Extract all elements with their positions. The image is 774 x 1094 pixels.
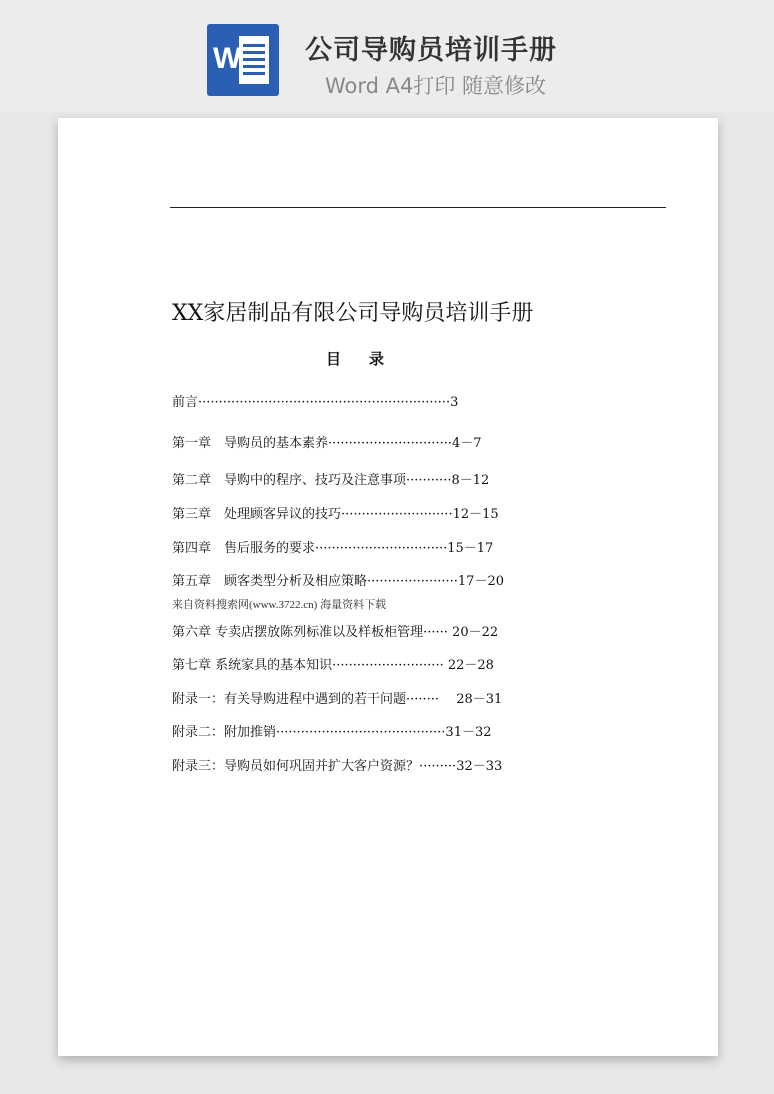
toc-item-chapter-6: 第六章 专卖店摆放陈列标准以及样板柜管理······ 20－22	[172, 625, 499, 640]
toc-item-appendix-2: 附录二：附加推销·········································31－32	[172, 725, 492, 740]
toc-item-chapter-4: 第四章 售后服务的要求································15－17	[172, 541, 494, 556]
toc-item-preface: 前言·····························································3	[172, 395, 459, 410]
logo-letter: W	[213, 42, 241, 75]
toc-item-chapter-5: 第五章 顾客类型分析及相应策略······················17－20	[172, 574, 504, 589]
word-logo-icon	[207, 24, 279, 96]
banner-title: 公司导购员培训手册	[305, 35, 557, 66]
document-title: XX家居制品有限公司导购员培训手册	[172, 301, 534, 326]
toc-item-chapter-2: 第二章 导购中的程序、技巧及注意事项···········8－12	[172, 473, 490, 488]
toc-heading: 目录	[326, 350, 413, 368]
banner	[0, 0, 774, 112]
toc-item-appendix-3: 附录三：导购员如何巩固并扩大客户资源？·········32－33	[172, 759, 503, 774]
document-page	[58, 118, 718, 1056]
toc-item-chapter-7: 第七章 系统家具的基本知识··························· 22－28	[172, 658, 494, 673]
toc-item-appendix-1: 附录一：有关导购进程中遇到的若干问题········ 28－31	[172, 692, 503, 707]
toc-item-chapter-3: 第三章 处理顾客异议的技巧···························12－15	[172, 507, 499, 522]
source-note: 来自资料搜索网(www.3722.cn) 海量资料下载	[172, 599, 387, 611]
banner-subtitle: Word A4打印 随意修改	[325, 74, 547, 98]
header-rule	[170, 207, 666, 208]
document-lines-icon	[239, 36, 269, 84]
toc-item-chapter-1: 第一章 导购员的基本素养······························4－7	[172, 436, 482, 451]
